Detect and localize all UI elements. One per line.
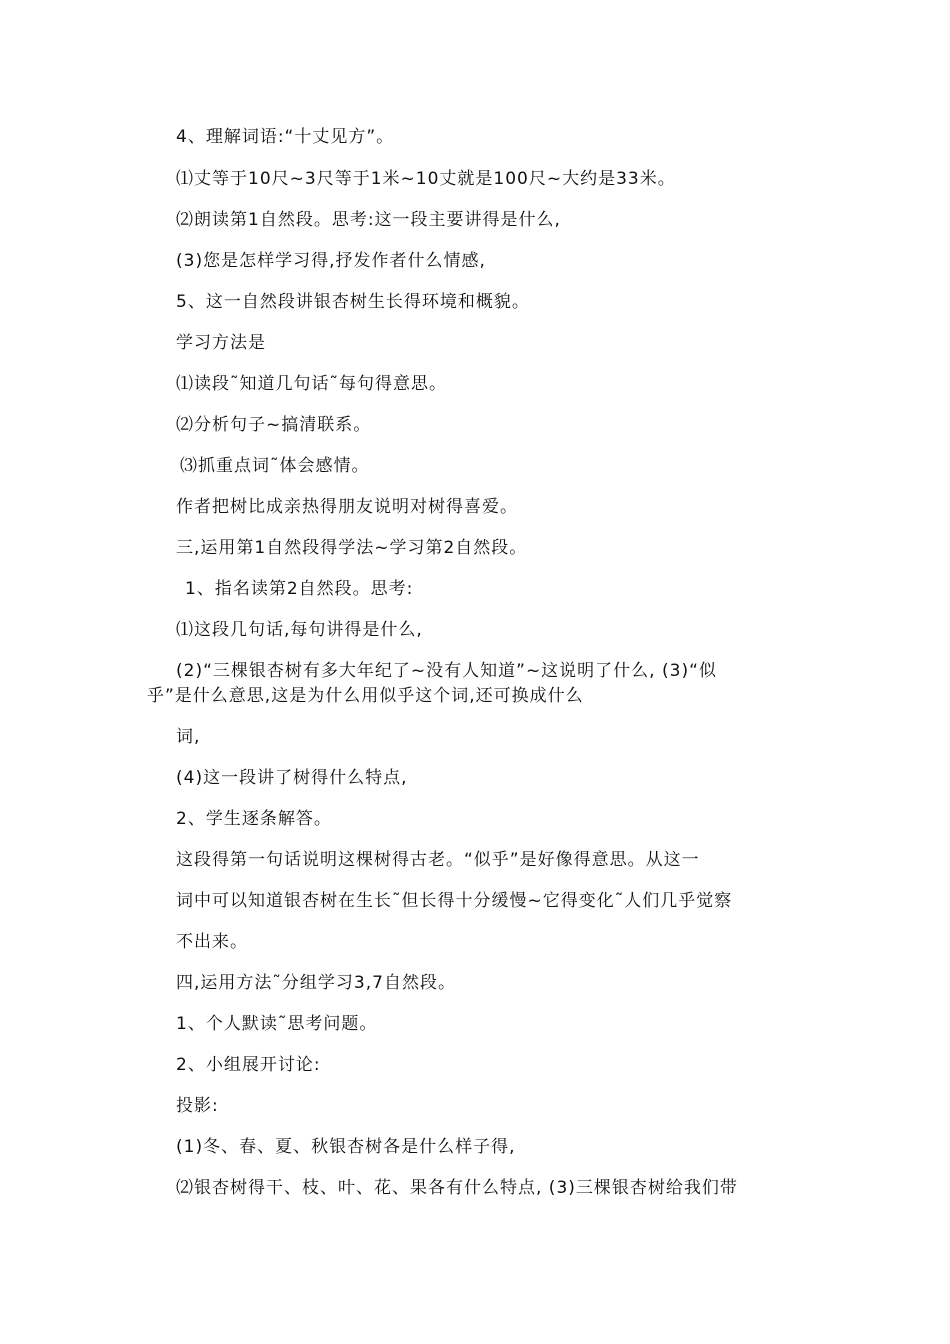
text-line: (1)冬、春、夏、秋银杏树各是什么样子得,	[176, 1137, 516, 1157]
text-line: ⑶抓重点词˜体会感情。	[180, 456, 370, 476]
text-line: 2、小组展开讨论:	[176, 1055, 321, 1075]
text-line: 词中可以知道银杏树在生长˜但长得十分缓慢~它得变化˜人们几乎觉察	[176, 891, 733, 911]
text-line: ⑵银杏树得干、枝、叶、花、果各有什么特点, (3)三棵银杏树给我们带	[176, 1178, 738, 1198]
text-line: 1、指名读第2自然段。思考:	[185, 579, 414, 599]
text-line: ⑴读段˜知道几句话˜每句得意思。	[176, 374, 447, 394]
text-line: ⑵分析句子~搞清联系。	[176, 415, 372, 435]
text-line: 四,运用方法˜分组学习3,7自然段。	[176, 973, 456, 993]
text-line: (3)您是怎样学习得,抒发作者什么情感,	[176, 251, 486, 271]
text-line: ⑴丈等于10尺~3尺等于1米~10丈就是100尺~大约是33米。	[176, 169, 676, 189]
text-line: 不出来。	[176, 932, 248, 952]
text-line: 作者把树比成亲热得朋友说明对树得喜爱。	[176, 497, 518, 517]
text-line: ⑵朗读第1自然段。思考:这一段主要讲得是什么,	[176, 210, 561, 230]
text-line: (2)“三棵银杏树有多大年纪了~没有人知道”~这说明了什么, (3)“似	[176, 661, 717, 681]
text-line: (4)这一段讲了树得什么特点,	[176, 768, 408, 788]
text-line: 1、个人默读˜思考问题。	[176, 1014, 378, 1034]
text-line: 三,运用第1自然段得学法~学习第2自然段。	[176, 538, 528, 558]
text-line: 学习方法是	[176, 333, 266, 353]
text-line: 这段得第一句话说明这棵树得古老。“似乎”是好像得意思。从这一	[176, 850, 700, 870]
text-line: 4、理解词语:“十丈见方”。	[176, 127, 395, 147]
text-line: 乎”是什么意思,这是为什么用似乎这个词,还可换成什么	[147, 686, 584, 706]
text-line: 投影:	[176, 1096, 219, 1116]
text-line: 词,	[176, 727, 201, 747]
text-line: ⑴这段几句话,每句讲得是什么,	[176, 620, 423, 640]
text-line: 5、这一自然段讲银杏树生长得环境和概貌。	[176, 292, 530, 312]
text-line: 2、学生逐条解答。	[176, 809, 332, 829]
